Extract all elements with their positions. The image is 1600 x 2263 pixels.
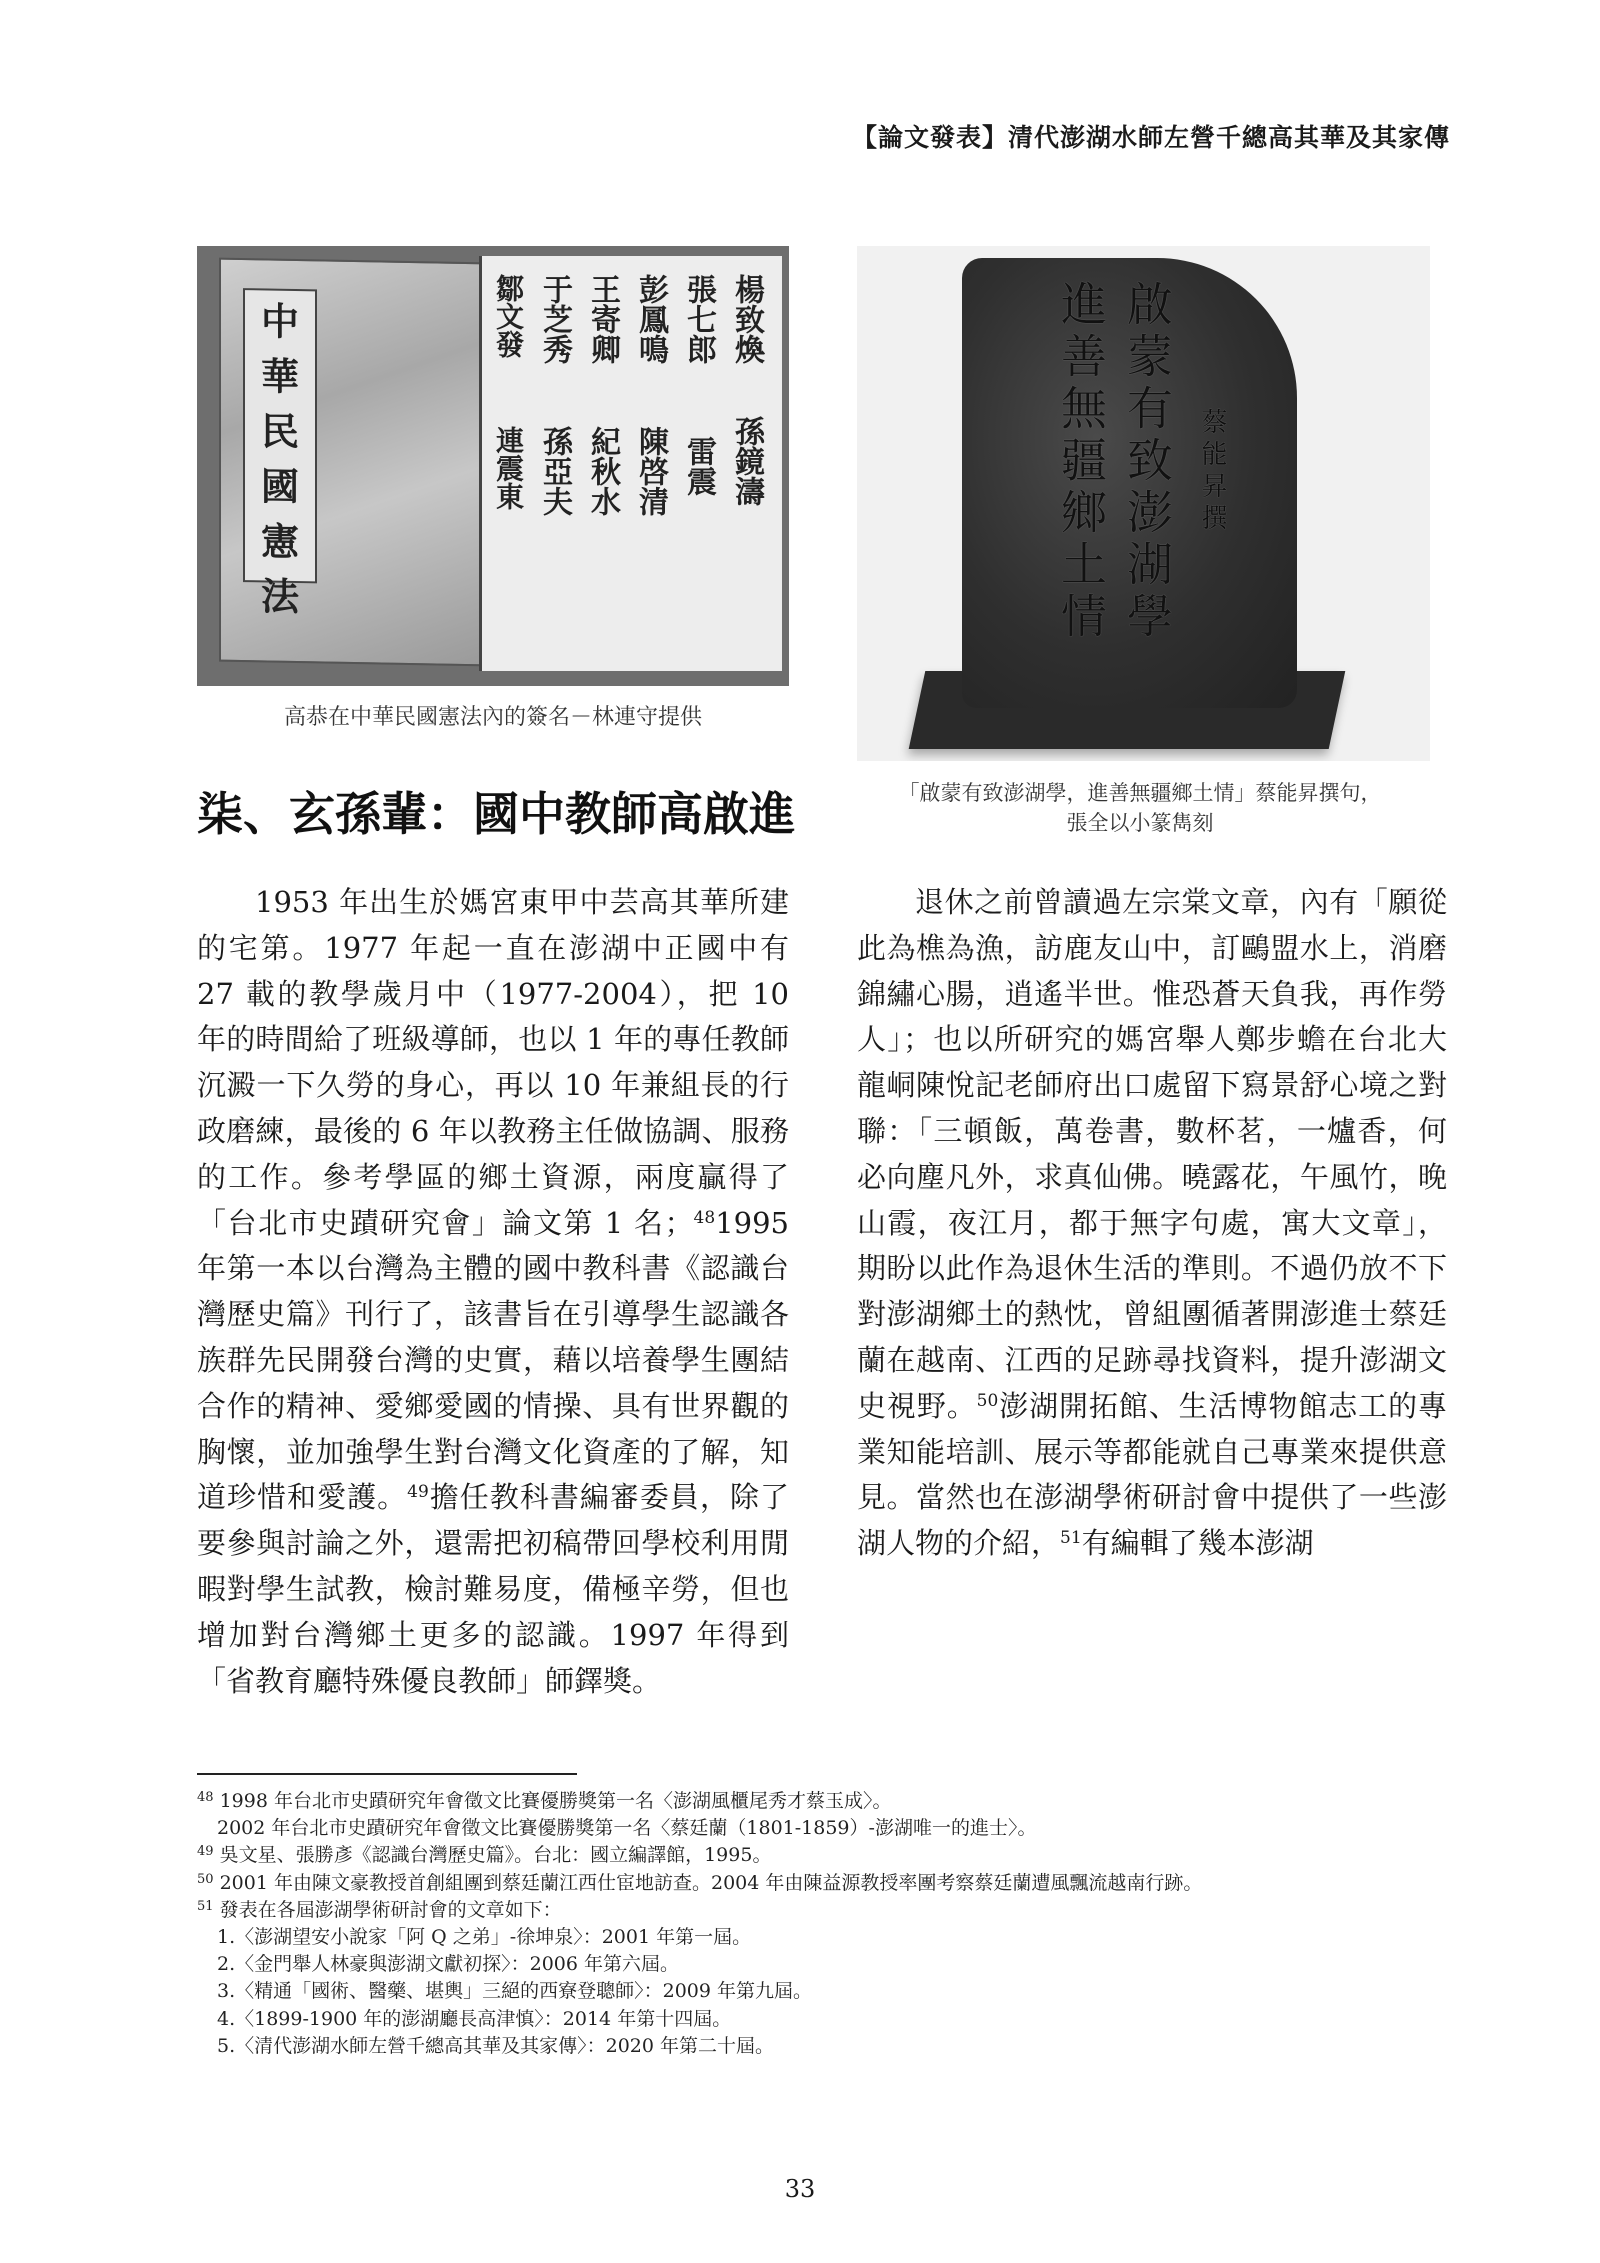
footnote-list-item: 2.〈金門舉人林豪與澎湖文獻初探〉：2006 年第六屆。: [217, 1953, 680, 1976]
footnote-number: 50: [197, 1871, 214, 1887]
constitution-signatures-photo: [197, 246, 789, 686]
signature: 于芝秀: [537, 274, 572, 364]
footnote-text: 2001 年由陳文豪教授首創組團到蔡廷蘭江西仕宦地訪查。2004 年由陳益源教授率團考察蔡廷蘭遭風飄流越南行跡。: [219, 1871, 1203, 1894]
footnote-48: [197, 1788, 1447, 1815]
signature: 楊致煥: [729, 274, 764, 364]
text-run: 1995 年第一本以台灣為主體的國中教科書《認識台灣歷史篇》刊行了，該書旨在引導學生認識各族群先民開發台灣的史實，藉以培養學生團結合作的精神、愛鄉愛國的情操、具有世界觀的胸懷，並加強學生對台灣文化資產的了解，知道珍惜和愛護。: [197, 1205, 789, 1515]
signature-page: [479, 256, 782, 671]
signature: 孫亞夫: [537, 426, 572, 516]
signature: 陳啓清: [633, 426, 668, 516]
right-column: [857, 880, 1447, 1567]
book-title-char: 華: [260, 354, 299, 400]
page-number: 33: [784, 2175, 816, 2203]
signature: 連震東: [492, 426, 525, 510]
footnote-48-cont: 2002 年台北市史蹟研究年會徵文比賽優勝獎第一名〈蔡廷蘭（1801-1859）-澎湖唯一的進士〉。: [217, 1817, 1037, 1840]
book-cover: [219, 258, 488, 667]
stone-inscription-line1: 啟蒙有致澎湖學: [1120, 280, 1174, 644]
signature: 王寄卿: [585, 274, 620, 364]
footnote-list-item: 1.〈澎湖望安小說家「阿 Q 之弟」-徐坤泉〉：2001 年第一屆。: [217, 1926, 752, 1949]
book-title-char: 憲: [260, 519, 299, 565]
footnote-number: 51: [197, 1898, 214, 1914]
text-run: 有編輯了幾本澎湖: [1081, 1526, 1314, 1561]
caption-right-line2: 張全以小篆雋刻: [1066, 811, 1214, 836]
text-run: 澎湖開拓館、生活博物館志工的專業知能培訓、展示等都能就自己專業來提供意見。當然也在澎湖學術研討會中提供了一些澎湖人物的介紹，: [857, 1388, 1447, 1561]
footnote-list-item: 5.〈清代澎湖水師左營千總高其華及其家傳〉：2020 年第二十屆。: [217, 2034, 775, 2057]
footnote-ref-48[interactable]: 48: [693, 1207, 716, 1228]
signature: 張七郎: [681, 274, 716, 364]
book-title-char: 國: [260, 464, 299, 510]
running-header: 【論文發表】清代澎湖水師左營千總高其華及其家傳: [851, 123, 1450, 152]
figure-caption-right: [830, 778, 1450, 839]
footnote-ref-51[interactable]: 51: [1060, 1528, 1082, 1549]
footnote-list-item: 4.〈1899-1900 年的澎湖廳長高津慎〉：2014 年第十四屆。: [217, 2007, 732, 2030]
footnote-text: 1998 年台北市史蹟研究年會徵文比賽優勝獎第一名〈澎湖風櫃尾秀才蔡玉成〉。: [219, 1790, 892, 1812]
figure-caption-left: 高恭在中華民國憲法內的簽名－林連守提供: [283, 705, 702, 730]
text-run: 擔任教科書編審委員，除了要參與討論之外，還需把初稿帶回學校利用閒暇對學生試教，檢討難易度，備極辛勞，但也增加對台灣鄉土更多的認識。1997 年得到「省教育廳特殊優良教師」師鐸獎。: [197, 1480, 789, 1698]
footnotes: [197, 1788, 1447, 2060]
signature: 彭鳳鳴: [633, 274, 668, 364]
footnote-divider: [197, 1773, 577, 1775]
footnote-text: 吳文星、張勝彥《認識台灣歷史篇》。台北：國立編譯館，1995。: [219, 1844, 772, 1867]
caption-right-line1: 「啟蒙有致澎湖學，進善無疆鄉土情」蔡能昇撰句，: [898, 781, 1382, 805]
signature: 鄒文發: [492, 274, 525, 358]
signature: 孫鏡濤: [729, 416, 764, 506]
left-column: [197, 880, 789, 1704]
book-title-char: 民: [260, 409, 299, 455]
footnote-49: [197, 1842, 1447, 1869]
stone-signature: 蔡能昇撰: [1197, 408, 1227, 536]
signature: 雷震: [681, 436, 716, 496]
stone-inscription-line2: 進善無疆鄉土情: [1054, 280, 1108, 644]
footnote-51: [197, 1897, 1447, 1924]
section-title: 柒、玄孫輩：國中教師高啟進: [197, 787, 795, 841]
carved-stone: [962, 258, 1297, 708]
paragraph: [857, 880, 1447, 1567]
footnote-ref-49[interactable]: 49: [407, 1482, 429, 1503]
paragraph: [197, 880, 789, 1704]
text-run: 退休之前曾讀過左宗棠文章，內有「願從此為樵為漁，訪鹿友山中，訂鷗盟水上，消磨錦繡心腸，逍遙半世。惟恐蒼天負我，再作勞人」；也以所研究的媽宮舉人鄭步蟾在台北大龍峒陳悅記老師府出口處留下寫景舒心境之對聯：「三頓飯，萬卷書，數杯茗，一爐香，何必向塵凡外，求真仙佛。曉露花，午風竹，晚山霞，夜江月，都于無字句處，寓大文章」，期盼以此作為退休生活的準則。不過仍放不下對澎湖鄉土的熱忱，曾組團循著開澎進士蔡廷蘭在越南、江西的足跡尋找資料，提升澎湖文史視野。: [857, 885, 1447, 1423]
footnote-number: 48: [197, 1790, 214, 1805]
footnote-ref-50[interactable]: 50: [976, 1390, 999, 1411]
book-title-char: 法: [260, 574, 299, 620]
footnote-number: 49: [197, 1844, 214, 1860]
footnote-50: [197, 1870, 1447, 1897]
footnote-text: 發表在各屆澎湖學術研討會的文章如下：: [219, 1898, 562, 1921]
carved-stone-photo: [857, 246, 1430, 761]
signature: 紀秋水: [585, 426, 620, 516]
book-title-panel: [243, 288, 317, 620]
text-run: 1953 年出生於媽宮東甲中芸高其華所建的宅第。1977 年起一直在澎湖中正國中有 27 載的教學歲月中（1977-2004），把 10 年的時間給了班級導師，也以 1 年的專任教師沉澱一下久勞的身心，再以 10 年兼組長的行政磨練，最後的 6 年以教務主任做協調、服務的工作。參考學區的鄉土資源，兩度贏得了「台北市史蹟研究會」論文第 1 名；: [197, 885, 789, 1240]
book-title-char: 中: [260, 299, 299, 345]
footnote-list-item: 3.〈精通「國術、醫藥、堪輿」三絕的西寮登聰師〉：2009 年第九屆。: [217, 1980, 813, 2003]
